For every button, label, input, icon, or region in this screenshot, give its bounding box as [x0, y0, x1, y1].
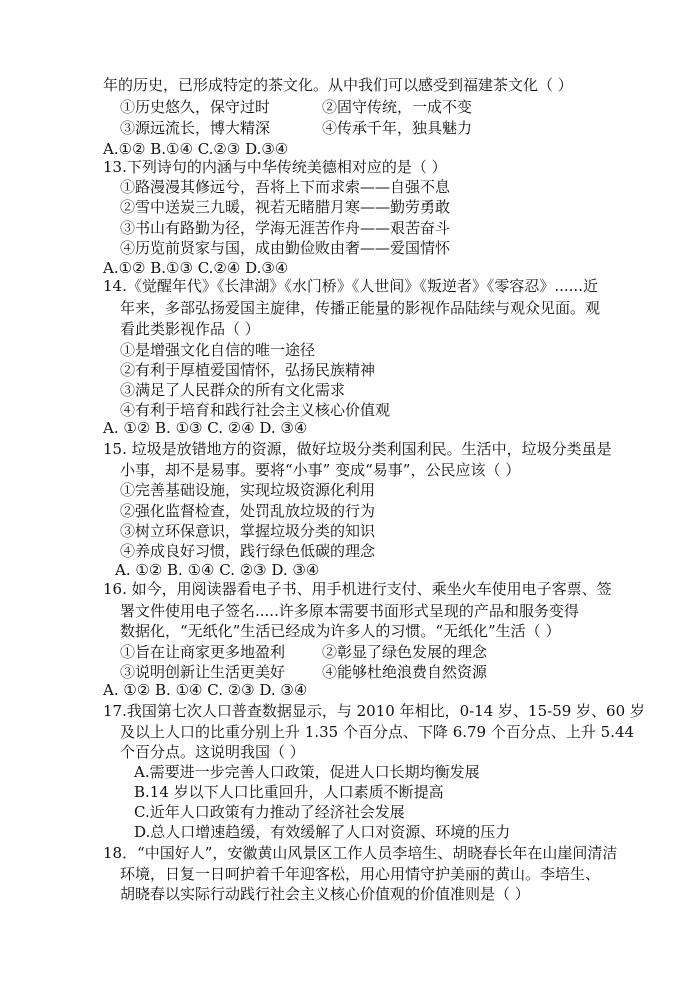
q12-stem: 年的历史，已形成特定的茶文化。从中我们可以感受到福建茶文化（ ） — [103, 76, 573, 94]
q14-stem-line-1: 14.《觉醒年代》《长津湖》《水门桥》《人世间》《叛逆者》《零容忍》......近 — [103, 277, 598, 295]
q15-option-3: ③树立环保意识，掌握垃圾分类的知识 — [120, 522, 376, 540]
q18-stem-line-2: 环境，日复一日呵护着千年迎客松，用心用情守护美丽的黄山。李培生、 — [120, 865, 601, 883]
q14-stem-line-2: 年来，多部弘扬爱国主旋律，传播正能量的影视作品陆续与观众见面。观 — [120, 299, 601, 317]
q14-option-1: ①是增强文化自信的唯一途径 — [120, 341, 316, 359]
q13-choices: A.①② B.①③ C.②④ D.③④ — [103, 259, 289, 277]
q13-option-1: ①路漫漫其修远兮，吾将上下而求索——自强不息 — [120, 178, 451, 196]
q18-stem-line-1: 18．“中国好人”，安徽黄山风景区工作人员李培生、胡晓春长年在山崖间清洁 — [103, 844, 618, 862]
q13-option-4: ④历览前贤家与国，成由勤俭败由奢——爱国情怀 — [120, 239, 451, 257]
q16-option-1: ①旨在让商家更多地盈利 — [120, 643, 286, 661]
q15-stem-line-1: 15. 垃圾是放错地方的资源，做好垃圾分类利国利民。生活中，垃圾分类虽是 — [103, 440, 612, 458]
q17-option-a: A.需要进一步完善人口政策，促进人口长期均衡发展 — [134, 763, 480, 781]
q18-stem-line-3: 胡晓春以实际行动践行社会主义核心价值观的价值准则是（ ） — [120, 885, 530, 903]
q15-stem-line-2: 小事，却不是易事。要将“小事” 变成“易事”，公民应该（ ） — [120, 461, 521, 479]
q16-option-4: ④能够杜绝浪费自然资源 — [322, 663, 488, 681]
q15-option-1: ①完善基础设施，实现垃圾资源化利用 — [120, 481, 376, 499]
q16-option-2: ②彰显了绿色发展的理念 — [322, 643, 488, 661]
q12-option-1: ①历史悠久，保守过时 — [120, 98, 271, 116]
q14-stem-line-3: 看此类影视作品（ ） — [120, 320, 260, 338]
q12-option-3: ③源远流长，博大精深 — [120, 119, 271, 137]
q15-choices: A. ①② B. ①④ C. ②③ D. ③④ — [115, 561, 320, 579]
q17-option-b: B.14 岁以下人口比重回升，人口素质不断提高 — [134, 783, 444, 801]
q17-stem-line-2: 及以上人口的比重分别上升 1.35 个百分点、下降 6.79 个百分点、上升 5.44 — [120, 723, 635, 741]
q16-stem-line-3: 数据化，“无纸化”生活已经成为许多人的习惯。“无纸化”生活（ ） — [120, 622, 561, 640]
q13-option-2: ②雪中送炭三九暖，视若无睹腊月寒——勤劳勇敢 — [120, 198, 451, 216]
q12-choices: A.①② B.①④ C.②③ D.③④ — [103, 140, 289, 158]
q14-choices: A. ①② B. ①③ C. ②④ D. ③④ — [103, 419, 308, 437]
q14-option-4: ④有利于培育和践行社会主义核心价值观 — [120, 401, 391, 419]
q17-stem-line-3: 个百分点。这说明我国（ ） — [120, 743, 305, 761]
q12-option-4: ④传承千年，独具魅力 — [322, 119, 473, 137]
q12-option-2: ②固守传统，一成不变 — [322, 98, 473, 116]
q14-option-2: ②有利于厚植爱国情怀，弘扬民族精神 — [120, 361, 376, 379]
q13-stem: 13.下列诗句的内涵与中华传统美德相对应的是（ ） — [103, 158, 447, 176]
q15-option-4: ④养成良好习惯，践行绿色低碳的理念 — [120, 542, 376, 560]
q15-option-2: ②强化监督检查，处罚乱放垃圾的行为 — [120, 502, 376, 520]
q17-stem-line-1: 17.我国第七次人口普查数据显示，与 2010 年相比，0-14 岁、15-59 岁、60 岁 — [103, 702, 645, 720]
q13-option-3: ③书山有路勤为径，学海无涯苦作舟——艰苦奋斗 — [120, 219, 451, 237]
q16-choices: A. ①② B. ①④ C. ②③ D. ③④ — [103, 681, 308, 699]
q17-option-c: C.近年人口政策有力推动了经济社会发展 — [134, 803, 405, 821]
q17-option-d: D.总人口增速趋缓，有效缓解了人口对资源、环境的压力 — [134, 823, 511, 841]
q14-option-3: ③满足了人民群众的所有文化需求 — [120, 381, 346, 399]
q16-stem-line-1: 16. 如今，用阅读器看电子书、用手机进行支付、乘坐火车使用电子客票、签 — [103, 580, 612, 598]
q16-stem-line-2: 署文件使用电子签名.....许多原本需要书面形式呈现的产品和服务变得 — [120, 602, 579, 620]
q16-option-3: ③说明创新让生活更美好 — [120, 663, 286, 681]
